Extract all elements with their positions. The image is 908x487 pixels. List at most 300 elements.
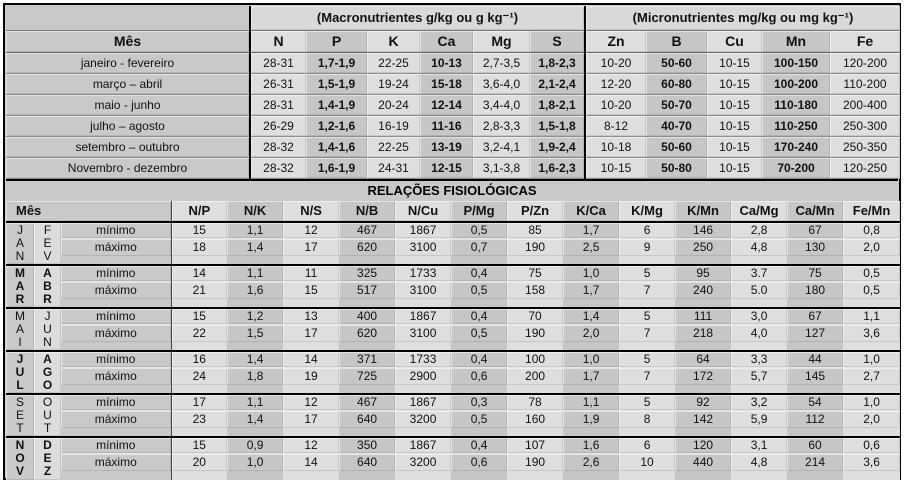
ratio-value-cell: 3,0 [731, 308, 787, 325]
spacer-cell [339, 342, 395, 351]
nutrient-value-cell: 200-400 [830, 94, 900, 115]
ratio-value-cell: 5,9 [731, 411, 787, 428]
nutrient-value-cell: 1,2-1,6 [306, 115, 367, 136]
nutrient-value-cell: 50-60 [646, 52, 707, 73]
nutrient-value-cell: 15-18 [420, 73, 473, 94]
ratio-value-cell: 16 [171, 351, 227, 368]
spacer-cell [507, 342, 563, 351]
max-label: máximo [61, 454, 171, 471]
nutrient-column-header-k: K [367, 30, 420, 52]
ratio-value-cell: 64 [675, 351, 731, 368]
ratio-value-cell: 70 [507, 308, 563, 325]
ratio-value-cell: 107 [507, 437, 563, 454]
ratio-column-header-n-cu: N/Cu [395, 201, 451, 222]
nutrient-value-cell: 10-13 [420, 52, 473, 73]
nutrient-value-cell: 24-31 [367, 157, 420, 178]
ratio-value-cell: 1867 [395, 308, 451, 325]
ratio-value-cell: 0,4 [451, 265, 507, 282]
ratio-value-cell: 2900 [395, 368, 451, 385]
ratio-value-cell: 12 [283, 394, 339, 411]
nutrient-value-cell: 170-240 [762, 136, 830, 157]
month-letters-jul: J U L [6, 351, 34, 394]
ratio-value-cell: 7 [619, 325, 675, 342]
nutrient-value-cell: 2,1-2,4 [530, 73, 585, 94]
ratio-value-cell: 3100 [395, 239, 451, 256]
ratio-value-cell: 517 [339, 282, 395, 299]
ratio-value-cell: 1,4 [227, 239, 283, 256]
month-range-label: Novembro - dezembro [6, 157, 250, 178]
nutrient-value-cell: 16-19 [367, 115, 420, 136]
ratio-value-cell: 5 [619, 308, 675, 325]
spacer-cell [61, 385, 171, 394]
spacer-cell [339, 385, 395, 394]
ratio-value-cell: 1867 [395, 222, 451, 239]
month-letters-jun: J U N [34, 308, 61, 351]
ratio-group-max-row [6, 368, 900, 385]
month-letters-mar: M A R [6, 265, 34, 308]
ratio-value-cell: 5,7 [731, 368, 787, 385]
nutrient-column-header-zn: Zn [585, 30, 646, 52]
nutrient-value-cell: 22-25 [367, 136, 420, 157]
spacer-cell [507, 471, 563, 480]
spacer-cell [283, 471, 339, 480]
spacer-cell [395, 471, 451, 480]
ratio-value-cell: 1,9 [563, 411, 619, 428]
min-label: mínimo [61, 351, 171, 368]
ratio-value-cell: 240 [675, 282, 731, 299]
nutrient-value-cell: 3,4-4,0 [473, 94, 530, 115]
ratio-value-cell: 95 [675, 265, 731, 282]
spacer-cell [395, 342, 451, 351]
ratio-value-cell: 1,0 [563, 265, 619, 282]
spacer-cell [563, 342, 619, 351]
ratio-value-cell: 112 [787, 411, 843, 428]
ratio-group-spacer-row [6, 385, 900, 394]
ratio-value-cell: 2,5 [563, 239, 619, 256]
nutrient-column-header-p: P [306, 30, 367, 52]
ratio-value-cell: 7 [619, 282, 675, 299]
nutrient-value-cell: 10-15 [585, 157, 646, 178]
ratio-value-cell: 1,1 [227, 265, 283, 282]
nutrient-value-cell: 50-80 [646, 157, 707, 178]
ratio-value-cell: 14 [283, 454, 339, 471]
spacer-cell [171, 471, 227, 480]
min-label: mínimo [61, 394, 171, 411]
nutrient-value-cell: 110-180 [762, 94, 830, 115]
ratio-column-header-n-k: N/K [227, 201, 283, 222]
spacer-cell [563, 428, 619, 437]
ratio-column-header-fe-mn: Fe/Mn [843, 201, 900, 222]
ratio-column-header-k-mg: K/Mg [619, 201, 675, 222]
ratio-value-cell: 111 [675, 308, 731, 325]
spacer-cell [283, 385, 339, 394]
nutrient-value-cell: 3,1-3,8 [473, 157, 530, 178]
ratio-value-cell: 467 [339, 222, 395, 239]
spacer-cell [619, 256, 675, 265]
ratio-value-cell: 44 [787, 351, 843, 368]
spacer-cell [339, 428, 395, 437]
spacer-cell [339, 299, 395, 308]
ratio-value-cell: 2,6 [563, 454, 619, 471]
ratio-value-cell: 20 [171, 454, 227, 471]
spacer-cell [675, 342, 731, 351]
spacer-cell [171, 385, 227, 394]
ratio-value-cell: 325 [339, 265, 395, 282]
spacer-cell [451, 428, 507, 437]
nutrient-value-cell: 12-14 [420, 94, 473, 115]
nutrient-value-cell: 12-15 [420, 157, 473, 178]
ratio-group-max-row [6, 454, 900, 471]
ratio-value-cell: 1,6 [563, 437, 619, 454]
ratio-value-cell: 15 [171, 437, 227, 454]
spacer-cell [731, 471, 787, 480]
ratio-value-cell: 0,5 [451, 282, 507, 299]
macronutrients-group-header: (Macronutrientes g/kg ou g kg⁻¹) [250, 6, 585, 30]
ratio-value-cell: 1867 [395, 437, 451, 454]
ratio-value-cell: 0,4 [451, 308, 507, 325]
nutrient-column-header-cu: Cu [707, 30, 762, 52]
ratio-group-max-row [6, 411, 900, 428]
nutrient-value-cell: 2,8-3,3 [473, 115, 530, 136]
month-letters-ago: A G O [34, 351, 61, 394]
nutrient-value-cell: 1,7-1,9 [306, 52, 367, 73]
spacer-cell [61, 342, 171, 351]
ratio-value-cell: 3.7 [731, 265, 787, 282]
ratio-value-cell: 145 [787, 368, 843, 385]
ratio-value-cell: 0,4 [451, 351, 507, 368]
ratio-value-cell: 350 [339, 437, 395, 454]
max-label: máximo [61, 325, 171, 342]
ratio-value-cell: 0,5 [451, 222, 507, 239]
nutrient-value-cell: 1,6-1,9 [306, 157, 367, 178]
mes-column-header: Mês [6, 30, 250, 52]
ratio-column-header-p-zn: P/Zn [507, 201, 563, 222]
ratio-column-header-n-b: N/B [339, 201, 395, 222]
ratio-value-cell: 620 [339, 239, 395, 256]
nutrient-value-cell: 70-200 [762, 157, 830, 178]
ratio-value-cell: 2,0 [843, 411, 900, 428]
ratio-value-cell: 1,8 [227, 368, 283, 385]
nutrient-value-cell: 60-80 [646, 73, 707, 94]
nutrient-column-header-mg: Mg [473, 30, 530, 52]
ratio-value-cell: 467 [339, 394, 395, 411]
ratio-value-cell: 214 [787, 454, 843, 471]
physiological-ratios-table [6, 201, 900, 480]
nutrient-value-cell: 10-15 [707, 73, 762, 94]
ratio-value-cell: 1,5 [227, 325, 283, 342]
spacer-cell [675, 471, 731, 480]
max-label: máximo [61, 282, 171, 299]
spacer-cell [61, 256, 171, 265]
spacer-cell [619, 428, 675, 437]
nutrient-column-header-fe: Fe [830, 30, 900, 52]
ratio-group-min-row [6, 222, 900, 239]
spacer-cell [339, 471, 395, 480]
nutrient-value-cell: 28-32 [250, 157, 306, 178]
spacer-cell [563, 299, 619, 308]
nutrient-value-cell: 100-200 [762, 73, 830, 94]
nutrient-value-cell: 19-24 [367, 73, 420, 94]
spacer-cell [227, 471, 283, 480]
ratio-value-cell: 3,6 [843, 454, 900, 471]
ratio-value-cell: 1,0 [227, 454, 283, 471]
month-letters-out: O U T [34, 394, 61, 437]
nutrient-column-header-ca: Ca [420, 30, 473, 52]
month-letters-set: S E T [6, 394, 34, 437]
spacer-cell [171, 428, 227, 437]
ratio-value-cell: 3200 [395, 454, 451, 471]
ratio-value-cell: 620 [339, 325, 395, 342]
ratio-value-cell: 17 [171, 394, 227, 411]
ratio-value-cell: 0,7 [451, 239, 507, 256]
ratio-column-header-row [6, 201, 900, 222]
nutrient-value-cell: 8-12 [585, 115, 646, 136]
spacer-cell [563, 256, 619, 265]
ratio-value-cell: 15 [171, 222, 227, 239]
ratio-value-cell: 1,6 [227, 282, 283, 299]
ratio-value-cell: 0,4 [451, 437, 507, 454]
spacer-cell [171, 256, 227, 265]
ratio-group-spacer-row [6, 299, 900, 308]
ratio-group-spacer-row [6, 342, 900, 351]
nutrient-row [6, 94, 900, 115]
spacer-cell [227, 385, 283, 394]
ratio-value-cell: 725 [339, 368, 395, 385]
spacer-cell [731, 428, 787, 437]
min-label: mínimo [61, 437, 171, 454]
ratio-value-cell: 200 [507, 368, 563, 385]
spacer-cell [731, 299, 787, 308]
ratio-value-cell: 3200 [395, 411, 451, 428]
ratio-value-cell: 14 [171, 265, 227, 282]
ratio-column-header-n-s: N/S [283, 201, 339, 222]
ratio-group-max-row [6, 325, 900, 342]
spacer-cell [507, 385, 563, 394]
nutrient-column-header-mn: Mn [762, 30, 830, 52]
ratio-value-cell: 0,8 [843, 222, 900, 239]
month-range-label: setembro – outubro [6, 136, 250, 157]
nutrient-value-cell: 20-24 [367, 94, 420, 115]
ratio-value-cell: 640 [339, 411, 395, 428]
ratio-value-cell: 130 [787, 239, 843, 256]
max-label: máximo [61, 368, 171, 385]
nutrient-value-cell: 1,5-1,8 [530, 115, 585, 136]
ratio-group-min-row [6, 351, 900, 368]
nutrient-value-cell: 100-150 [762, 52, 830, 73]
ratio-value-cell: 1,2 [227, 308, 283, 325]
nutrient-value-cell: 50-60 [646, 136, 707, 157]
ratio-value-cell: 0,5 [451, 411, 507, 428]
month-letters-mai: M A I [6, 308, 34, 351]
ratio-value-cell: 1,4 [227, 351, 283, 368]
min-label: mínimo [61, 222, 171, 239]
ratio-value-cell: 23 [171, 411, 227, 428]
ratio-value-cell: 172 [675, 368, 731, 385]
ratio-value-cell: 1,0 [843, 394, 900, 411]
ratio-value-cell: 67 [787, 308, 843, 325]
nutrient-value-cell: 250-350 [830, 136, 900, 157]
ratio-value-cell: 3100 [395, 325, 451, 342]
spacer-cell [731, 385, 787, 394]
spacer-cell [787, 471, 843, 480]
ratio-value-cell: 1,1 [227, 394, 283, 411]
spacer-cell [843, 342, 900, 351]
month-letters-dez: D E Z [34, 437, 61, 480]
mes-ratio-header: Mês [6, 201, 171, 222]
spacer-cell [787, 385, 843, 394]
ratio-value-cell: 440 [675, 454, 731, 471]
spacer-cell [843, 299, 900, 308]
table-frame [3, 3, 901, 480]
spacer-cell [395, 299, 451, 308]
ratio-value-cell: 6 [619, 222, 675, 239]
spacer-cell [675, 256, 731, 265]
month-letters-nov: N O V [6, 437, 34, 480]
relacoes-fisiologicas-title: RELAÇÕES FISIOLÓGICAS [6, 179, 898, 201]
spacer-cell [227, 299, 283, 308]
spacer-cell [843, 428, 900, 437]
spacer-cell [507, 256, 563, 265]
ratio-value-cell: 158 [507, 282, 563, 299]
ratio-value-cell: 17 [283, 411, 339, 428]
ratio-value-cell: 13 [283, 308, 339, 325]
ratio-value-cell: 5 [619, 265, 675, 282]
spacer-cell [283, 428, 339, 437]
nutrient-column-header-s: S [530, 30, 585, 52]
ratio-column-header-ca-mg: Ca/Mg [731, 201, 787, 222]
spacer-cell [731, 342, 787, 351]
ratio-value-cell: 142 [675, 411, 731, 428]
ratio-value-cell: 5 [619, 394, 675, 411]
ratio-value-cell: 18 [171, 239, 227, 256]
nutrient-value-cell: 10-15 [707, 136, 762, 157]
ratio-value-cell: 17 [283, 239, 339, 256]
ratio-group-spacer-row [6, 256, 900, 265]
ratio-value-cell: 12 [283, 437, 339, 454]
ratio-value-cell: 1733 [395, 351, 451, 368]
ratio-group-min-row [6, 265, 900, 282]
ratio-value-cell: 4,8 [731, 239, 787, 256]
ratio-value-cell: 0,5 [451, 325, 507, 342]
month-letters-fev: F E V [34, 222, 61, 265]
ratio-group-min-row [6, 308, 900, 325]
ratio-value-cell: 190 [507, 325, 563, 342]
spacer-cell [787, 428, 843, 437]
ratio-value-cell: 127 [787, 325, 843, 342]
spacer-cell [395, 256, 451, 265]
ratio-value-cell: 14 [283, 351, 339, 368]
ratio-value-cell: 15 [171, 308, 227, 325]
nutrient-value-cell: 1,6-2,3 [530, 157, 585, 178]
ratio-value-cell: 0,5 [843, 282, 900, 299]
ratio-value-cell: 15 [283, 282, 339, 299]
ratio-value-cell: 8 [619, 411, 675, 428]
ratio-value-cell: 1,0 [563, 351, 619, 368]
ratio-value-cell: 1,7 [563, 222, 619, 239]
month-letters-jan: J A N [6, 222, 34, 265]
ratio-value-cell: 4,0 [731, 325, 787, 342]
spacer-cell [395, 428, 451, 437]
ratio-value-cell: 67 [787, 222, 843, 239]
spacer-cell [787, 342, 843, 351]
ratio-value-cell: 60 [787, 437, 843, 454]
ratio-value-cell: 2,8 [731, 222, 787, 239]
spacer-cell [227, 428, 283, 437]
spacer-cell [619, 471, 675, 480]
ratio-value-cell: 218 [675, 325, 731, 342]
corner-cell [6, 6, 250, 30]
nutrient-value-cell: 110-250 [762, 115, 830, 136]
ratio-value-cell: 1,1 [843, 308, 900, 325]
ratio-value-cell: 5.0 [731, 282, 787, 299]
spacer-cell [843, 471, 900, 480]
month-range-label: janeiro - fevereiro [6, 52, 250, 73]
ratio-value-cell: 1,4 [227, 411, 283, 428]
ratio-value-cell: 3,3 [731, 351, 787, 368]
ratio-value-cell: 92 [675, 394, 731, 411]
nutrient-value-cell: 12-20 [585, 73, 646, 94]
nutrient-value-cell: 1,8-2,3 [530, 52, 585, 73]
nutrient-value-cell: 22-25 [367, 52, 420, 73]
spacer-cell [787, 299, 843, 308]
nutrient-value-cell: 28-31 [250, 94, 306, 115]
ratio-column-header-p-mg: P/Mg [451, 201, 507, 222]
nutrient-row [6, 73, 900, 94]
ratio-value-cell: 1,4 [563, 308, 619, 325]
nutrient-column-header-row [6, 30, 900, 52]
nutrient-value-cell: 11-16 [420, 115, 473, 136]
ratio-value-cell: 17 [283, 325, 339, 342]
nutrient-value-cell: 10-15 [707, 52, 762, 73]
nutrient-value-cell: 1,4-1,9 [306, 94, 367, 115]
spacer-cell [787, 256, 843, 265]
ratio-value-cell: 250 [675, 239, 731, 256]
nutrient-value-cell: 110-200 [830, 73, 900, 94]
nutrient-column-header-n: N [250, 30, 306, 52]
nutrient-value-cell: 40-70 [646, 115, 707, 136]
spacer-cell [61, 428, 171, 437]
ratio-value-cell: 146 [675, 222, 731, 239]
nutrient-value-cell: 10-15 [707, 115, 762, 136]
ratio-value-cell: 400 [339, 308, 395, 325]
group-header-row [6, 6, 900, 30]
nutrients-table [6, 6, 900, 179]
nutrient-value-cell: 1,4-1,6 [306, 136, 367, 157]
ratio-value-cell: 180 [787, 282, 843, 299]
nutrient-row [6, 136, 900, 157]
ratio-value-cell: 1,1 [227, 222, 283, 239]
ratio-value-cell: 78 [507, 394, 563, 411]
nutrient-value-cell: 28-32 [250, 136, 306, 157]
ratio-value-cell: 100 [507, 351, 563, 368]
ratio-value-cell: 75 [787, 265, 843, 282]
nutrient-value-cell: 26-31 [250, 73, 306, 94]
spacer-cell [843, 256, 900, 265]
ratio-group-spacer-row [6, 428, 900, 437]
month-range-label: março – abril [6, 73, 250, 94]
nutrient-value-cell: 3,6-4,0 [473, 73, 530, 94]
spacer-cell [171, 299, 227, 308]
ratio-value-cell: 640 [339, 454, 395, 471]
spacer-cell [395, 385, 451, 394]
ratio-group-max-row [6, 239, 900, 256]
ratio-value-cell: 0,6 [451, 368, 507, 385]
ratio-column-header-k-mn: K/Mn [675, 201, 731, 222]
ratio-value-cell: 9 [619, 239, 675, 256]
spacer-cell [675, 299, 731, 308]
spacer-cell [339, 256, 395, 265]
ratio-value-cell: 2,7 [843, 368, 900, 385]
